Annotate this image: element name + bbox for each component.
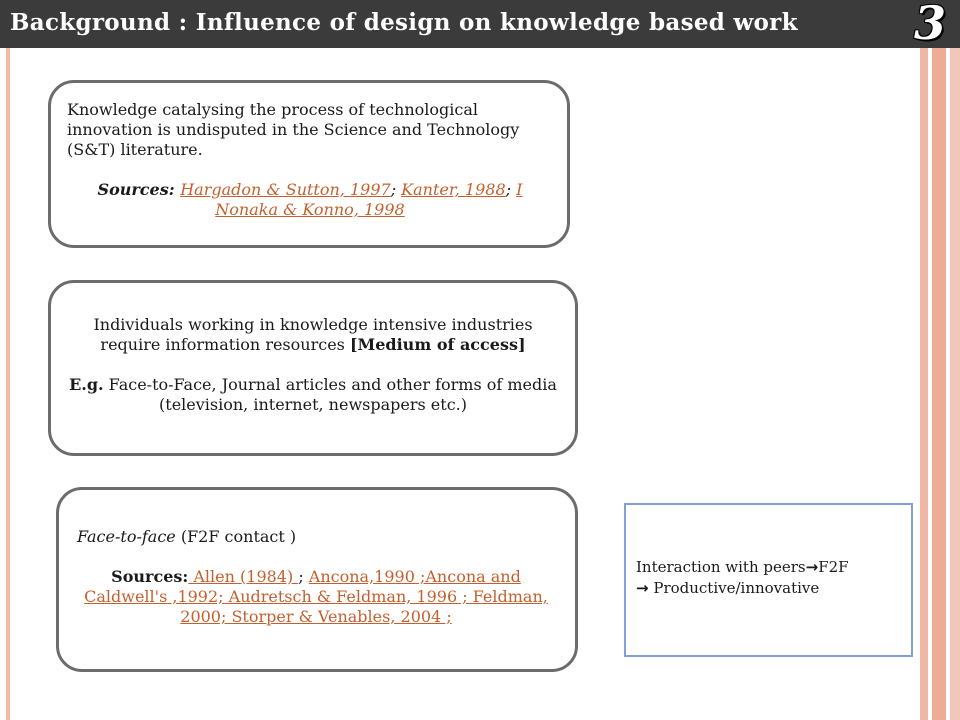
- ref-allen-link[interactable]: Allen (1984): [188, 567, 299, 586]
- knowledge-catalysing-box: [48, 80, 570, 248]
- information-resources-text: Individuals working in knowledge intensive industries require information resources: [93, 315, 533, 354]
- slide-title: Background : Influence of design on knowledge based work: [10, 9, 798, 36]
- ref-hargadon-sutton-link[interactable]: Hargadon & Sutton, 1997: [180, 180, 391, 199]
- sources-label: Sources:: [111, 567, 189, 586]
- productive-innovative-text: Productive/innovative: [648, 579, 820, 597]
- ref-ancona-storper-link[interactable]: Ancona,1990 ;Ancona and Caldwell's ,1992; Audretsch & Feldman, 1996 ; Feldman, 2000; Storper & Venables, 2004 ;: [84, 567, 548, 626]
- ref-nonaka-konno-link[interactable]: Nonaka & Konno, 1998: [215, 200, 405, 219]
- medium-of-access-label: [Medium of access]: [349, 335, 526, 354]
- right-arrow-icon: →: [805, 558, 819, 576]
- ref-kanter-link[interactable]: Kanter, 1988: [401, 180, 506, 199]
- peer-interaction-box: [624, 503, 913, 657]
- information-resources-statement: [65, 315, 561, 355]
- f2f-contact-text: (F2F contact ): [175, 527, 297, 546]
- face-to-face-box: [56, 487, 578, 672]
- title-bar: [0, 0, 960, 48]
- examples-line: [65, 375, 561, 415]
- peer-interaction-line: [636, 557, 901, 578]
- left-accent-rule: [6, 48, 10, 720]
- right-accent-stripe: [950, 0, 960, 720]
- right-arrow-icon: →: [636, 579, 649, 597]
- productive-line: [636, 578, 901, 599]
- examples-text: Face-to-Face, Journal articles and other forms of media (television, internet, newspapers etc.): [103, 375, 557, 414]
- ref-separator: ;: [505, 180, 517, 199]
- f2f-sources-line: [77, 567, 555, 627]
- ref-separator: ;: [298, 567, 309, 586]
- f2f-heading: [77, 527, 555, 547]
- information-resources-box: [48, 280, 578, 456]
- sources-label: Sources:: [97, 180, 181, 199]
- ref-separator: ;: [390, 180, 402, 199]
- eg-label: E.g.: [69, 375, 104, 394]
- peer-interaction-text: Interaction with peers: [636, 558, 806, 576]
- right-accent-stripe: [920, 0, 928, 720]
- sources-line: [67, 180, 553, 220]
- slide-number: 3: [913, 0, 946, 50]
- knowledge-statement: Knowledge catalysing the process of technological innovation is undisputed in the Science and Technology (S&T) literature.: [67, 100, 520, 159]
- right-accent-stripe: [932, 0, 946, 720]
- f2f-text: F2F: [818, 558, 849, 576]
- f2f-italic-text: Face-to-face: [77, 527, 176, 546]
- ref-i-link[interactable]: I: [516, 180, 523, 199]
